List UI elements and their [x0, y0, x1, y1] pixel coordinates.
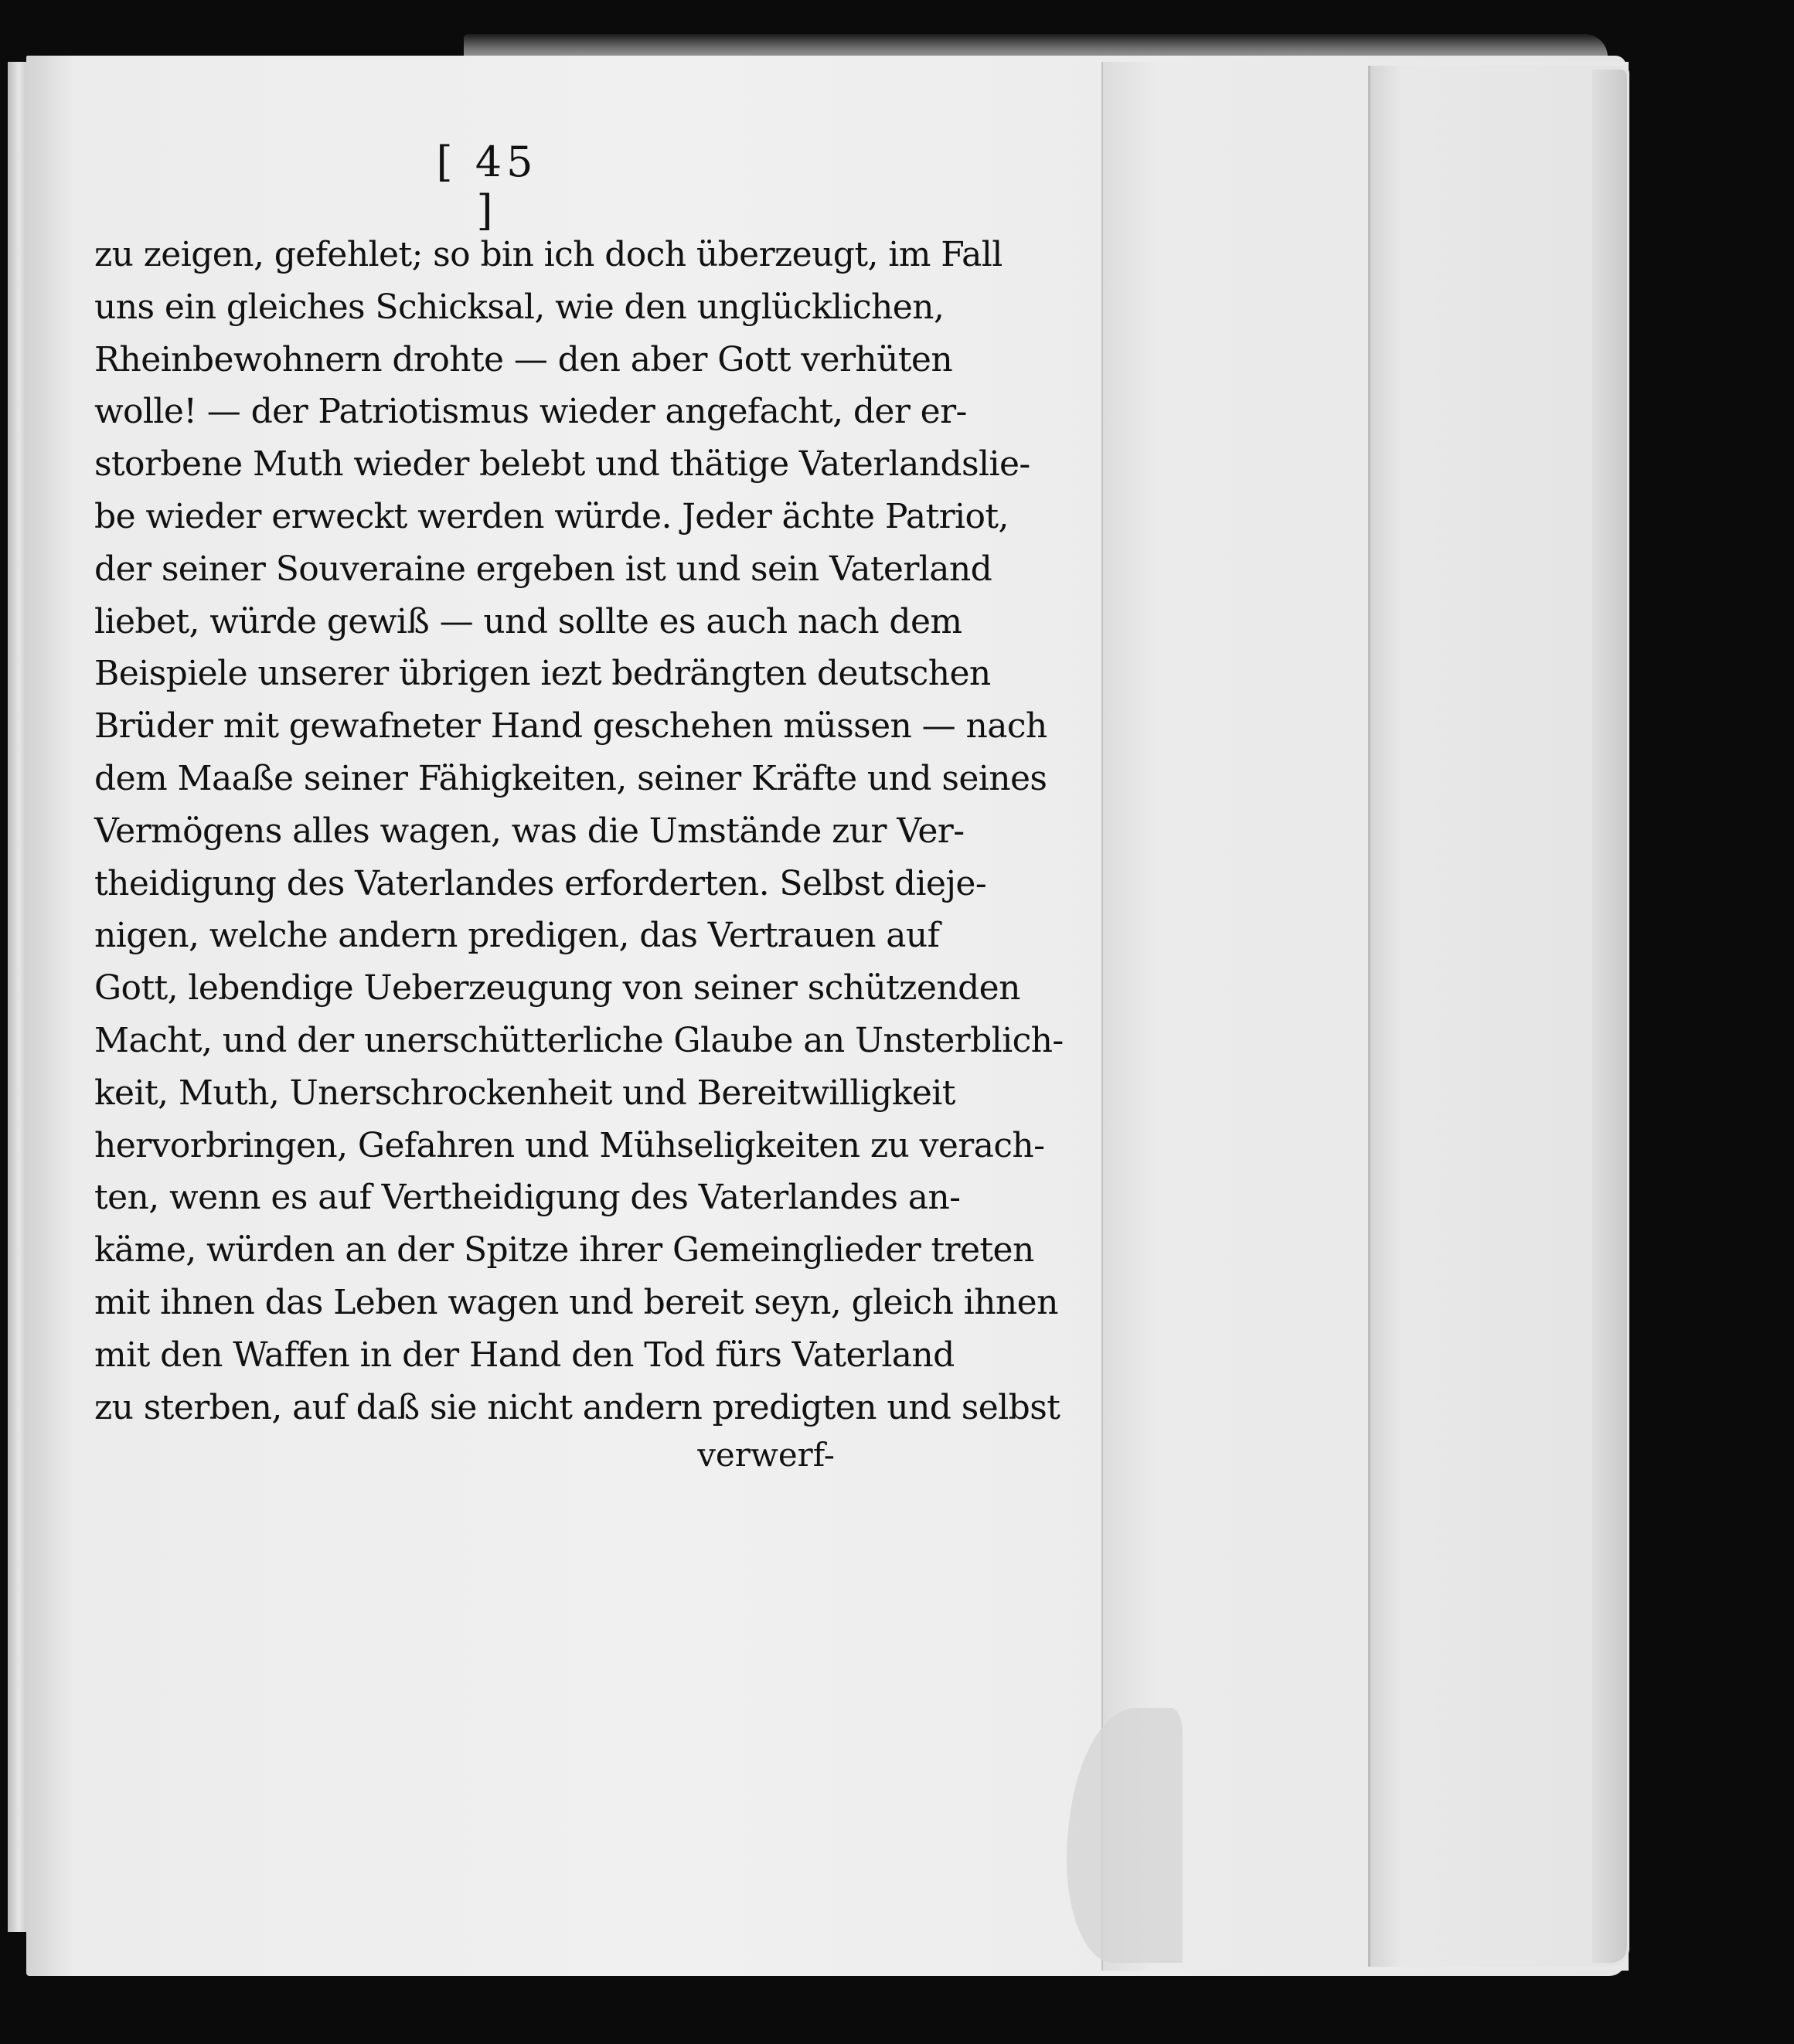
text-line: käme, würden an der Spitze ihrer Gemeinglieder treten [94, 1230, 1034, 1270]
facing-page-edge [8, 62, 26, 1932]
text-line: theidigung des Vaterlandes erforderten. Selbst dieje- [94, 863, 987, 903]
text-line: zu sterben, auf daß sie nicht andern predigten und selbst [94, 1387, 1060, 1427]
text-line: mit ihnen das Leben wagen und bereit seyn, gleich ihnen [94, 1282, 1058, 1322]
text-line: mit den Waffen in der Hand den Tod fürs Vaterland [94, 1335, 955, 1375]
text-line: ten, wenn es auf Vertheidigung des Vaterlandes an- [94, 1178, 961, 1218]
text-line: hervorbringen, Gefahren und Mühseligkeiten zu verach- [94, 1125, 1045, 1165]
text-line: uns ein gleiches Schicksal, wie den unglücklichen, [94, 287, 945, 327]
text-line: liebet, würde gewiß — und sollte es auch nach dem [94, 601, 962, 641]
text-line: zu zeigen, gefehlet; so bin ich doch überzeugt, im Fall [94, 235, 1003, 274]
page-edge-layer-2 [1368, 66, 1629, 1967]
body-text [94, 229, 1064, 1434]
text-line: storbene Muth wieder belebt und thätige Vaterlandslie- [94, 444, 1030, 485]
text-line: nigen, welche andern predigen, das Vertrauen auf [94, 916, 940, 956]
text-line: wolle! — der Patriotismus wieder angefacht, der er- [94, 392, 967, 432]
text-line: Gott, lebendige Ueberzeugung von seiner schützenden [94, 968, 1020, 1008]
catchword: verwerf- [697, 1436, 835, 1474]
text-line: Brüder mit gewafneter Hand geschehen müssen — nach [94, 706, 1047, 747]
text-line: der seiner Souveraine ergeben ist und sein Vaterland [94, 549, 992, 589]
text-line: Vermögens alles wagen, was die Umstände zur Ver- [94, 811, 965, 851]
text-line: be wieder erweckt werden würde. Jeder ächte Patriot, [94, 496, 1009, 536]
page-edge-layer-3 [1592, 70, 1627, 1963]
text-line: dem Maaße seiner Fähigkeiten, seiner Kräfte und seines [94, 758, 1047, 798]
text-line: Beispiele unserer übrigen iezt bedrängten deutschen [94, 654, 991, 694]
page-number: [ 45 ] [436, 138, 538, 235]
text-line: Macht, und der unerschütterliche Glaube an Unsterblich- [94, 1020, 1064, 1060]
text-line: keit, Muth, Unerschrockenheit und Bereitwilligkeit [94, 1073, 955, 1113]
text-line: Rheinbewohnern drohte — den aber Gott verhüten [94, 339, 953, 379]
